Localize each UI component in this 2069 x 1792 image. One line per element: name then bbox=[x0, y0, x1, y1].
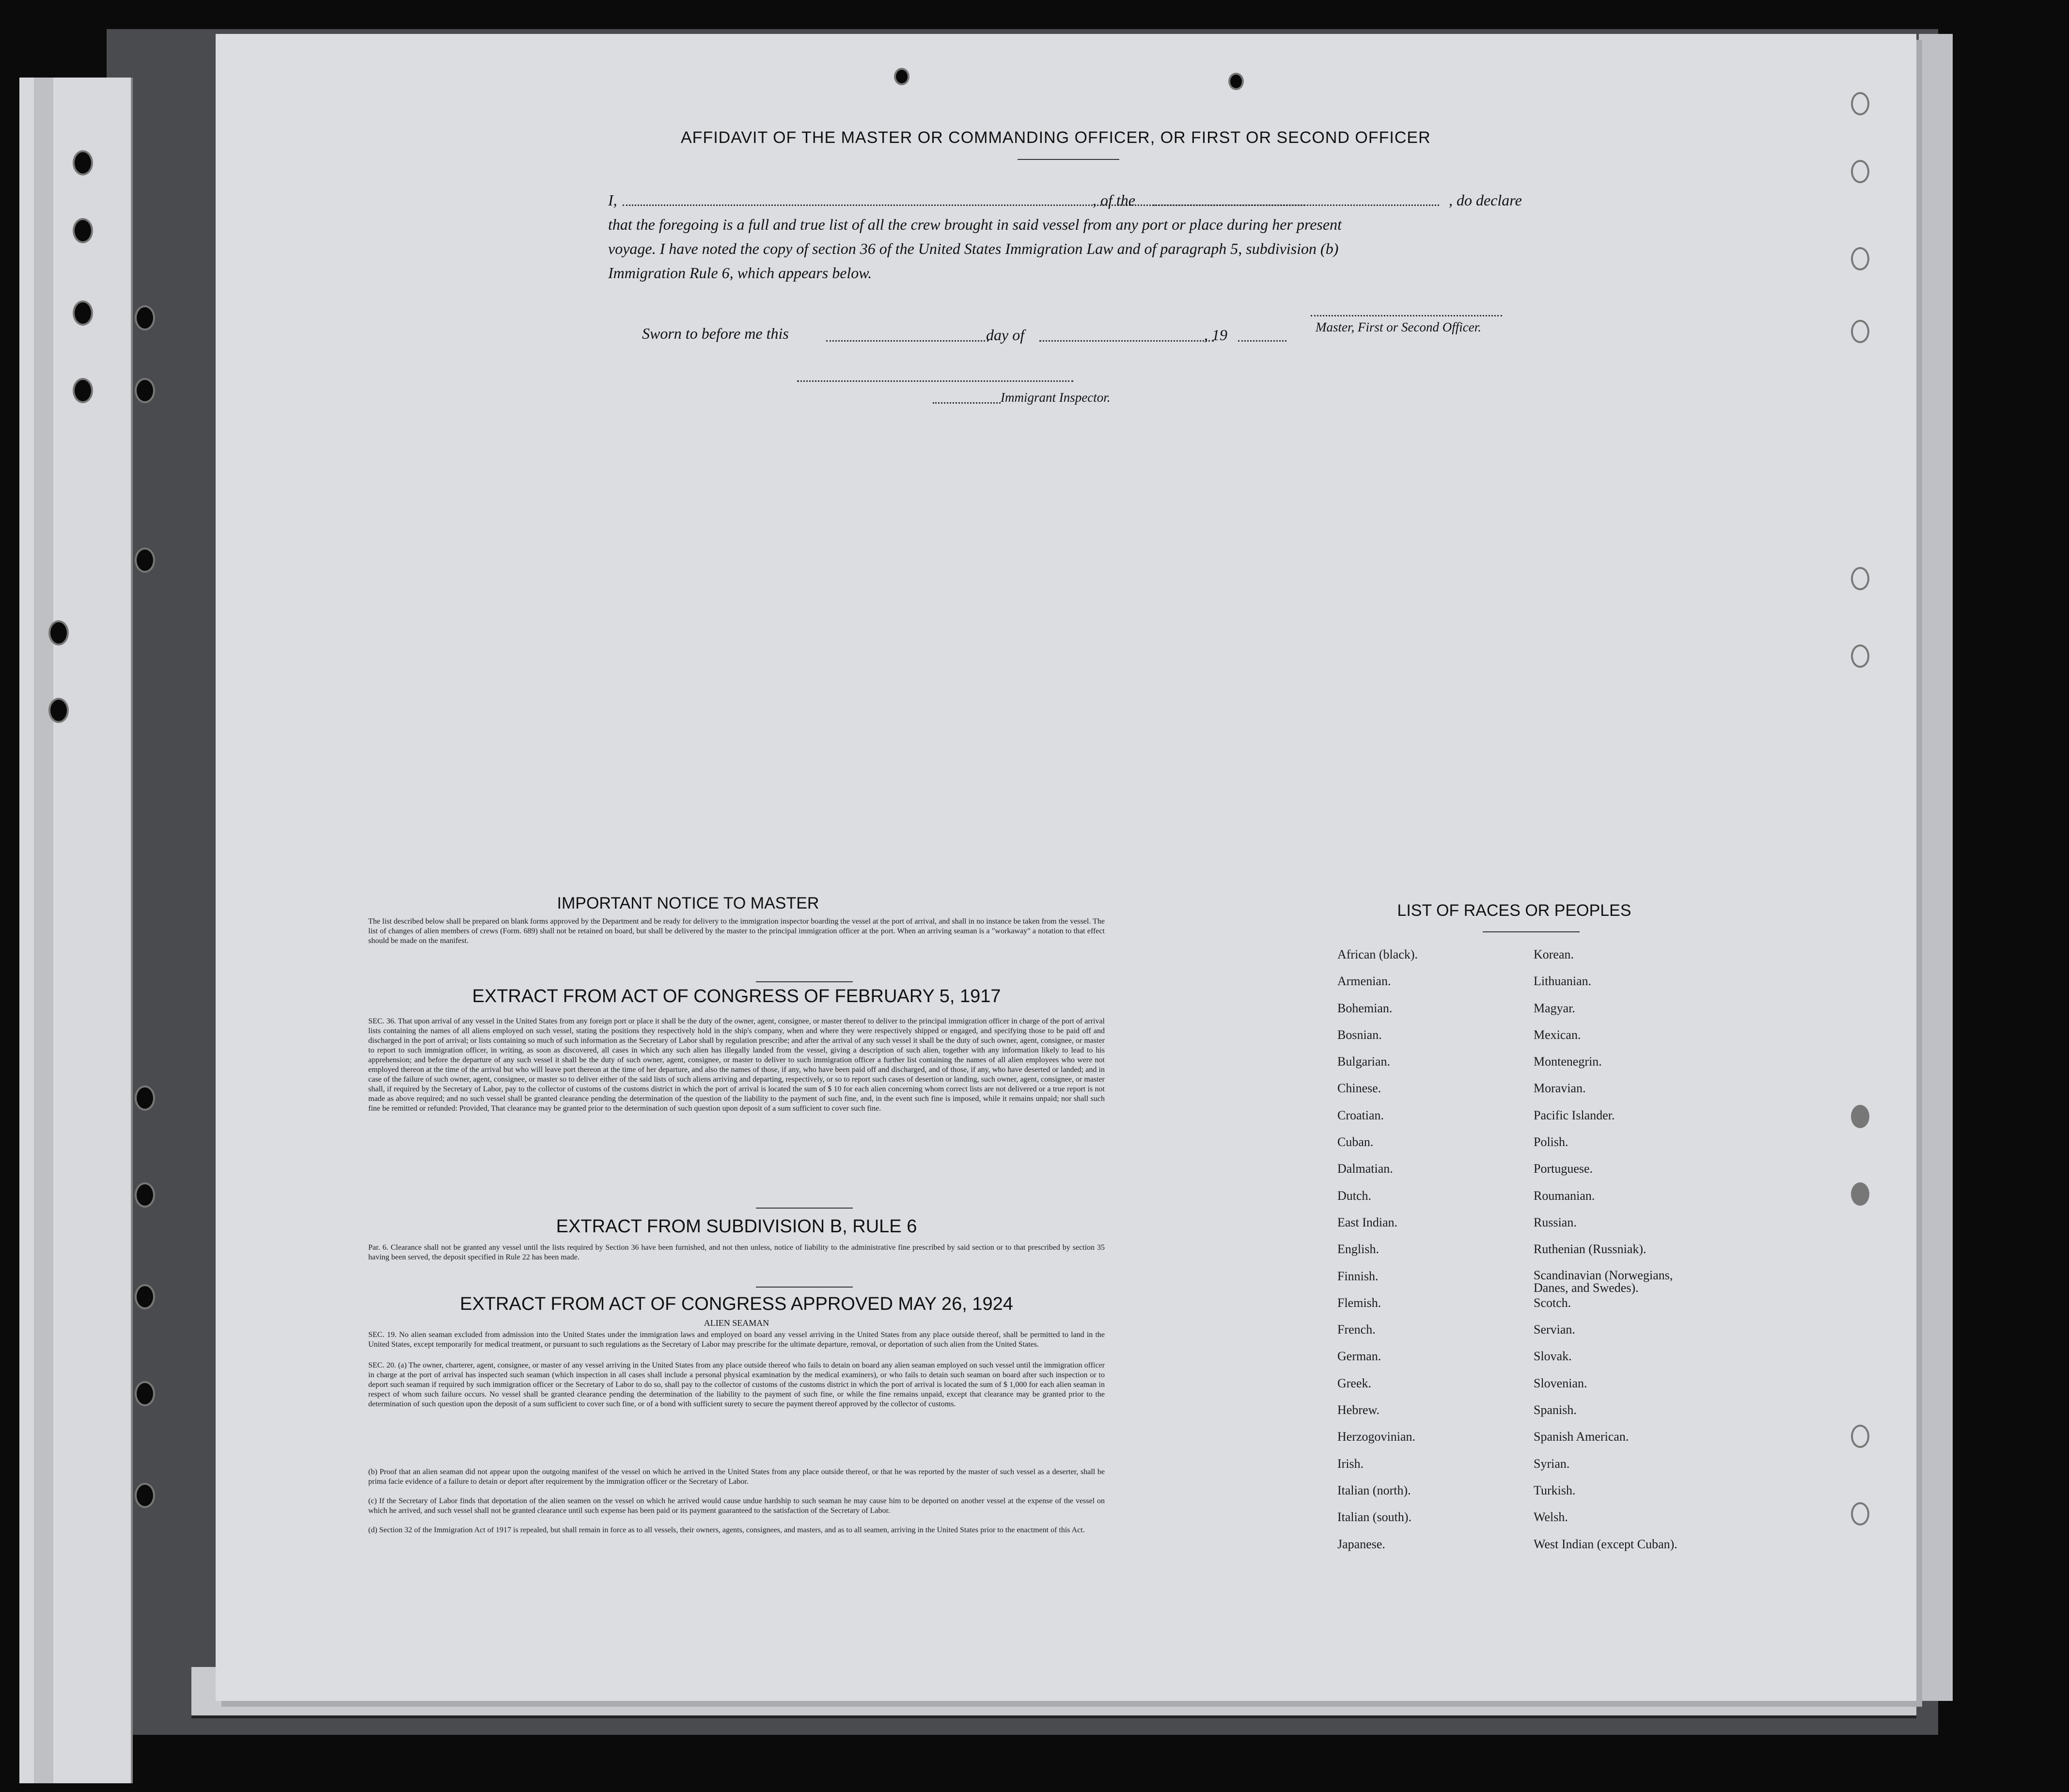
punch-hole bbox=[135, 378, 155, 403]
race-item: African (black). bbox=[1337, 947, 1418, 961]
punch-hole bbox=[73, 378, 93, 403]
race-item: Italian (north). bbox=[1337, 1483, 1411, 1497]
sworn-month-blank[interactable] bbox=[1039, 340, 1214, 342]
sworn-label: Sworn to before me this bbox=[642, 325, 789, 342]
punch-hole bbox=[48, 698, 69, 723]
race-item: Korean. bbox=[1534, 947, 1574, 961]
races-rule bbox=[1483, 931, 1580, 932]
race-item: Dalmatian. bbox=[1337, 1162, 1393, 1176]
extract-1924-subtitle: ALIEN SEAMAN bbox=[704, 1318, 769, 1328]
race-item: Scotch. bbox=[1534, 1295, 1571, 1310]
extract-1917-title: EXTRACT FROM ACT OF CONGRESS OF FEBRUARY 5, 1917 bbox=[472, 986, 1001, 1006]
punch-hole bbox=[1851, 1105, 1869, 1128]
race-item: Magyar. bbox=[1534, 1001, 1575, 1015]
section-rule bbox=[756, 1287, 853, 1288]
affidavit-i: I, bbox=[608, 191, 617, 209]
race-item: Mexican. bbox=[1534, 1027, 1581, 1042]
punch-hole bbox=[135, 1182, 155, 1208]
punch-hole bbox=[1851, 92, 1869, 115]
race-item: Spanish American. bbox=[1534, 1430, 1629, 1444]
race-item: Chinese. bbox=[1337, 1081, 1381, 1096]
race-item: Irish. bbox=[1337, 1456, 1364, 1471]
right-sheet-edge bbox=[1919, 34, 1953, 1701]
races-column-1 bbox=[1337, 947, 1418, 1564]
punch-hole bbox=[1851, 1425, 1869, 1448]
race-item: Cuban. bbox=[1337, 1135, 1374, 1149]
race-item: Portuguese. bbox=[1534, 1162, 1593, 1176]
punch-hole bbox=[135, 1284, 155, 1309]
race-item: French. bbox=[1337, 1322, 1376, 1337]
sworn-day-blank[interactable] bbox=[826, 340, 988, 342]
punch-hole bbox=[135, 1085, 155, 1111]
race-item: East Indian. bbox=[1337, 1215, 1398, 1229]
extract-rule6-title: EXTRACT FROM SUBDIVISION B, RULE 6 bbox=[556, 1216, 917, 1237]
sec-20c-text: (c) If the Secretary of Labor finds that deportation of the alien seamen on the vessel on which he arrived would cause undue hardship to such seaman he may cause him to be deported on another vessel at the expense of the vessel on which he arrived, and such vessel shall not be granted clearance until such expense has been paid or its payment guaranteed to the satisfaction of the Secretary of Labor. bbox=[368, 1497, 1105, 1515]
punch-hole bbox=[1851, 644, 1869, 668]
punch-hole bbox=[1851, 160, 1869, 183]
race-item: Herzogovinian. bbox=[1337, 1430, 1416, 1444]
vessel-blank[interactable] bbox=[1153, 204, 1439, 206]
race-item: Syrian. bbox=[1534, 1456, 1570, 1471]
punch-hole bbox=[135, 1381, 155, 1406]
race-item: Moravian. bbox=[1534, 1081, 1586, 1096]
punch-hole bbox=[73, 150, 93, 175]
punch-hole bbox=[73, 300, 93, 326]
extract-1917-text: SEC. 36. That upon arrival of any vessel in the United States from any foreign port or place it shall be the duty of the owner, agent, consignee, or master thereof to deliver to the principal immigration officer in charge of the port of arrival lists containing the names of all aliens employed on such vessel, stating the positions they respectively hold in the ship's company, when and where they were respectively shipped or engaged, and specifying those to be paid off and discharged in the port of arrival; or lists containing so much of such information as the Secretary of Labor shall by regulation prescribe; and after the arrival of any such vessel it shall be the duty of such owner, agent, consignee, or master to report to such immigration officer, in writing, as soon as discovered, all cases in which any such alien has illegally landed from the vessel, giving a description of such alien, together with any information likely to lead to his apprehension; and before the departure of any such vessel it shall be the duty of such owner, agent, consignee, or master to deliver to such immigration officer a further list containing the names of all alien employees who were not employed thereon at the time of the arrival but who will leave port thereon at the time of her departure, and also the names of those, if any, who have been paid off and discharged, and of those, if any, who have deserted or landed; and in case of the failure of such owner, agent, consignee, or master so to deliver either of the said lists of such aliens arriving and departing, respectively, or so to report such cases of desertion or landing, such owner, agent, consignee, or master shall, if required by the Secretary of Labor, pay to the collector of customs of the customs district in which the port of arrival is located the sum of $ 10 for each alien concerning whom correct lists are not delivered or a true report is not made as above required; and no such vessel shall be granted clearance pending the determination of the question of the liability to the payment of such fine, and, in the event such fine is imposed, while it remains unpaid; nor shall such fine be remitted or refunded: Provided, That clearance may be granted prior to the determination of such question upon deposit of a sum sufficient to cover such fine. bbox=[368, 1017, 1105, 1113]
race-item: Polish. bbox=[1534, 1135, 1568, 1149]
race-item: Lithuanian. bbox=[1534, 974, 1592, 989]
inspector-signature-blank[interactable] bbox=[797, 380, 1073, 382]
race-item: Turkish. bbox=[1534, 1483, 1576, 1497]
race-item: Welsh. bbox=[1534, 1510, 1568, 1525]
race-item: Dutch. bbox=[1337, 1188, 1372, 1203]
punch-hole bbox=[1851, 320, 1869, 343]
extract-rule6-text: Par. 6. Clearance shall not be granted any vessel until the lists required by Section 36 have been furnished, and not then unless, notice of liability to the administrative fine prescribed by said section or to that prescribed by section 35 having been served, the deposit specified in Rule 22 has been made. bbox=[368, 1243, 1105, 1261]
race-item: Spanish. bbox=[1534, 1403, 1577, 1417]
race-item: Pacific Islander. bbox=[1534, 1108, 1615, 1122]
sec-20a-text: SEC. 20. (a) The owner, charterer, agent, consignee, or master of any vessel arriving in the United States from any place outside thereof who fails to detain on board any alien seaman employed on such vessel until the immigration officer in charge at the port of arrival has inspected such seaman (which inspection in all cases shall include a personal physical examination by the medical examiners), or who fails to detain such seaman on board after such inspection or to deport such seaman if required by such immigration officer or the Secretary of Labor to do so, shall pay to the collector of customs of the customs district in which the port of arrival is located the sum of $ 1,000 for each alien seaman in respect of whom such failure occurs. No vessel shall be granted clearance pending the determination of the liability to the payment of such fine, or while the fine remains unpaid, except that clearance may be granted prior to the determination of such question upon the deposit of a sum sufficient to cover such fine, or of a bond with sufficient surety to secure the payment thereof approved by the collector of customs. bbox=[368, 1361, 1105, 1408]
sec-20b-text: (b) Proof that an alien seaman did not appear upon the outgoing manifest of the vessel on which he arrived in the United States from any place outside thereof, or that he was reported by the master of such vessel as a deserter, shall be prima facie evidence of a failure to detain or deport after requirement by the immigration officer or the Secretary of Labor. bbox=[368, 1468, 1105, 1486]
punch-hole bbox=[1851, 567, 1869, 590]
race-item: Flemish. bbox=[1337, 1295, 1381, 1310]
year-label: , 19 bbox=[1204, 326, 1227, 344]
affidavit-title: AFFIDAVIT OF THE MASTER OR COMMANDING OFFICER, OR FIRST OR SECOND OFFICER bbox=[681, 128, 1431, 147]
manifest-page bbox=[216, 34, 1916, 1701]
punch-hole bbox=[135, 548, 155, 573]
master-signature-blank[interactable] bbox=[1311, 315, 1502, 316]
races-column-2 bbox=[1534, 947, 1708, 1564]
affidavit-line-2: that the foregoing is a full and true list of all the crew brought in said vessel from any port or place during her present bbox=[608, 216, 1342, 233]
race-item: Bohemian. bbox=[1337, 1001, 1393, 1015]
race-item: Greek. bbox=[1337, 1376, 1372, 1390]
affidavit-line-4: Immigration Rule 6, which appears below. bbox=[608, 264, 872, 282]
section-rule bbox=[756, 1208, 853, 1209]
race-item: Scandinavian (Norwegians, Danes, and Swedes). bbox=[1534, 1268, 1673, 1295]
race-item: Italian (south). bbox=[1337, 1510, 1412, 1525]
punch-hole bbox=[1228, 73, 1244, 90]
inspector-dots bbox=[933, 402, 1001, 404]
affidavit-of-the: , of the bbox=[1093, 191, 1135, 209]
race-item: Slovak. bbox=[1534, 1349, 1572, 1364]
race-item: English. bbox=[1337, 1242, 1379, 1257]
race-item: Bulgarian. bbox=[1337, 1054, 1391, 1069]
races-title: LIST OF RACES OR PEOPLES bbox=[1397, 901, 1631, 920]
punch-hole bbox=[48, 620, 69, 645]
punch-hole bbox=[894, 68, 909, 85]
affidavit-do-declare: , do declare bbox=[1449, 191, 1522, 209]
inspector-label: Immigrant Inspector. bbox=[1001, 390, 1111, 405]
race-item: Servian. bbox=[1534, 1322, 1575, 1337]
notice-title: IMPORTANT NOTICE TO MASTER bbox=[557, 894, 819, 912]
affidavit-line-3: voyage. I have noted the copy of section 36 of the United States Immigration Law and of paragraph 5, subdivision (b) bbox=[608, 240, 1339, 257]
sec-20d-text: (d) Section 32 of the Immigration Act of 1917 is repealed, but shall remain in force as to all vessels, their owners, agents, consignees, and masters, and as to all seamen, arriving in the United States prior to the enactment of this Act. bbox=[368, 1526, 1085, 1534]
race-item: Croatian. bbox=[1337, 1108, 1384, 1122]
punch-hole bbox=[1851, 247, 1869, 270]
race-item: West Indian (except Cuban). bbox=[1534, 1537, 1677, 1551]
race-item: Montenegrin. bbox=[1534, 1054, 1602, 1069]
day-of-label: day of bbox=[986, 326, 1025, 344]
race-item: Ruthenian (Russniak). bbox=[1534, 1242, 1646, 1257]
punch-hole bbox=[73, 218, 93, 243]
extract-1924-title: EXTRACT FROM ACT OF CONGRESS APPROVED MAY 26, 1924 bbox=[460, 1294, 1013, 1314]
punch-hole bbox=[135, 1483, 155, 1508]
race-item: Bosnian. bbox=[1337, 1027, 1382, 1042]
race-item: Japanese. bbox=[1337, 1537, 1385, 1551]
section-rule bbox=[756, 981, 853, 982]
race-item: Hebrew. bbox=[1337, 1403, 1380, 1417]
race-item: Russian. bbox=[1534, 1215, 1577, 1229]
race-item: Roumanian. bbox=[1534, 1188, 1595, 1203]
race-item: German. bbox=[1337, 1349, 1381, 1364]
master-label: Master, First or Second Officer. bbox=[1316, 320, 1481, 334]
sworn-year-blank[interactable] bbox=[1238, 340, 1286, 342]
punch-hole bbox=[1851, 1182, 1869, 1206]
left-page-edge-inner bbox=[34, 78, 53, 1783]
title-rule bbox=[1018, 159, 1119, 160]
race-item: Armenian. bbox=[1337, 974, 1391, 989]
punch-hole bbox=[1851, 1502, 1869, 1525]
race-item: Slovenian. bbox=[1534, 1376, 1587, 1390]
punch-hole bbox=[135, 305, 155, 330]
race-item: Finnish. bbox=[1337, 1269, 1379, 1283]
sec-19-text: SEC. 19. No alien seaman excluded from admission into the United States under the immigration laws and employed on board any vessel arriving in the United States from any place outside thereof, shall be permitted to land in the United States, except temporarily for medical treatment, or pursuant to such regulations as the Secretary of Labor may prescribe for the ultimate departure, removal, or deportation of such alien from the United States. bbox=[368, 1331, 1105, 1349]
notice-text: The list described below shall be prepared on blank forms approved by the Department and be ready for delivery to the immigration inspector boarding the vessel at the port of arrival, and shall in no instance be taken from the vessel. The list of changes of alien members of crews (Form. 689) shall not be retained on board, but shall be delivered by the master to the principal immigration officer at the port. When an arriving seaman is a "workaway" a notation to that effect should be made on the manifest. bbox=[368, 917, 1105, 945]
